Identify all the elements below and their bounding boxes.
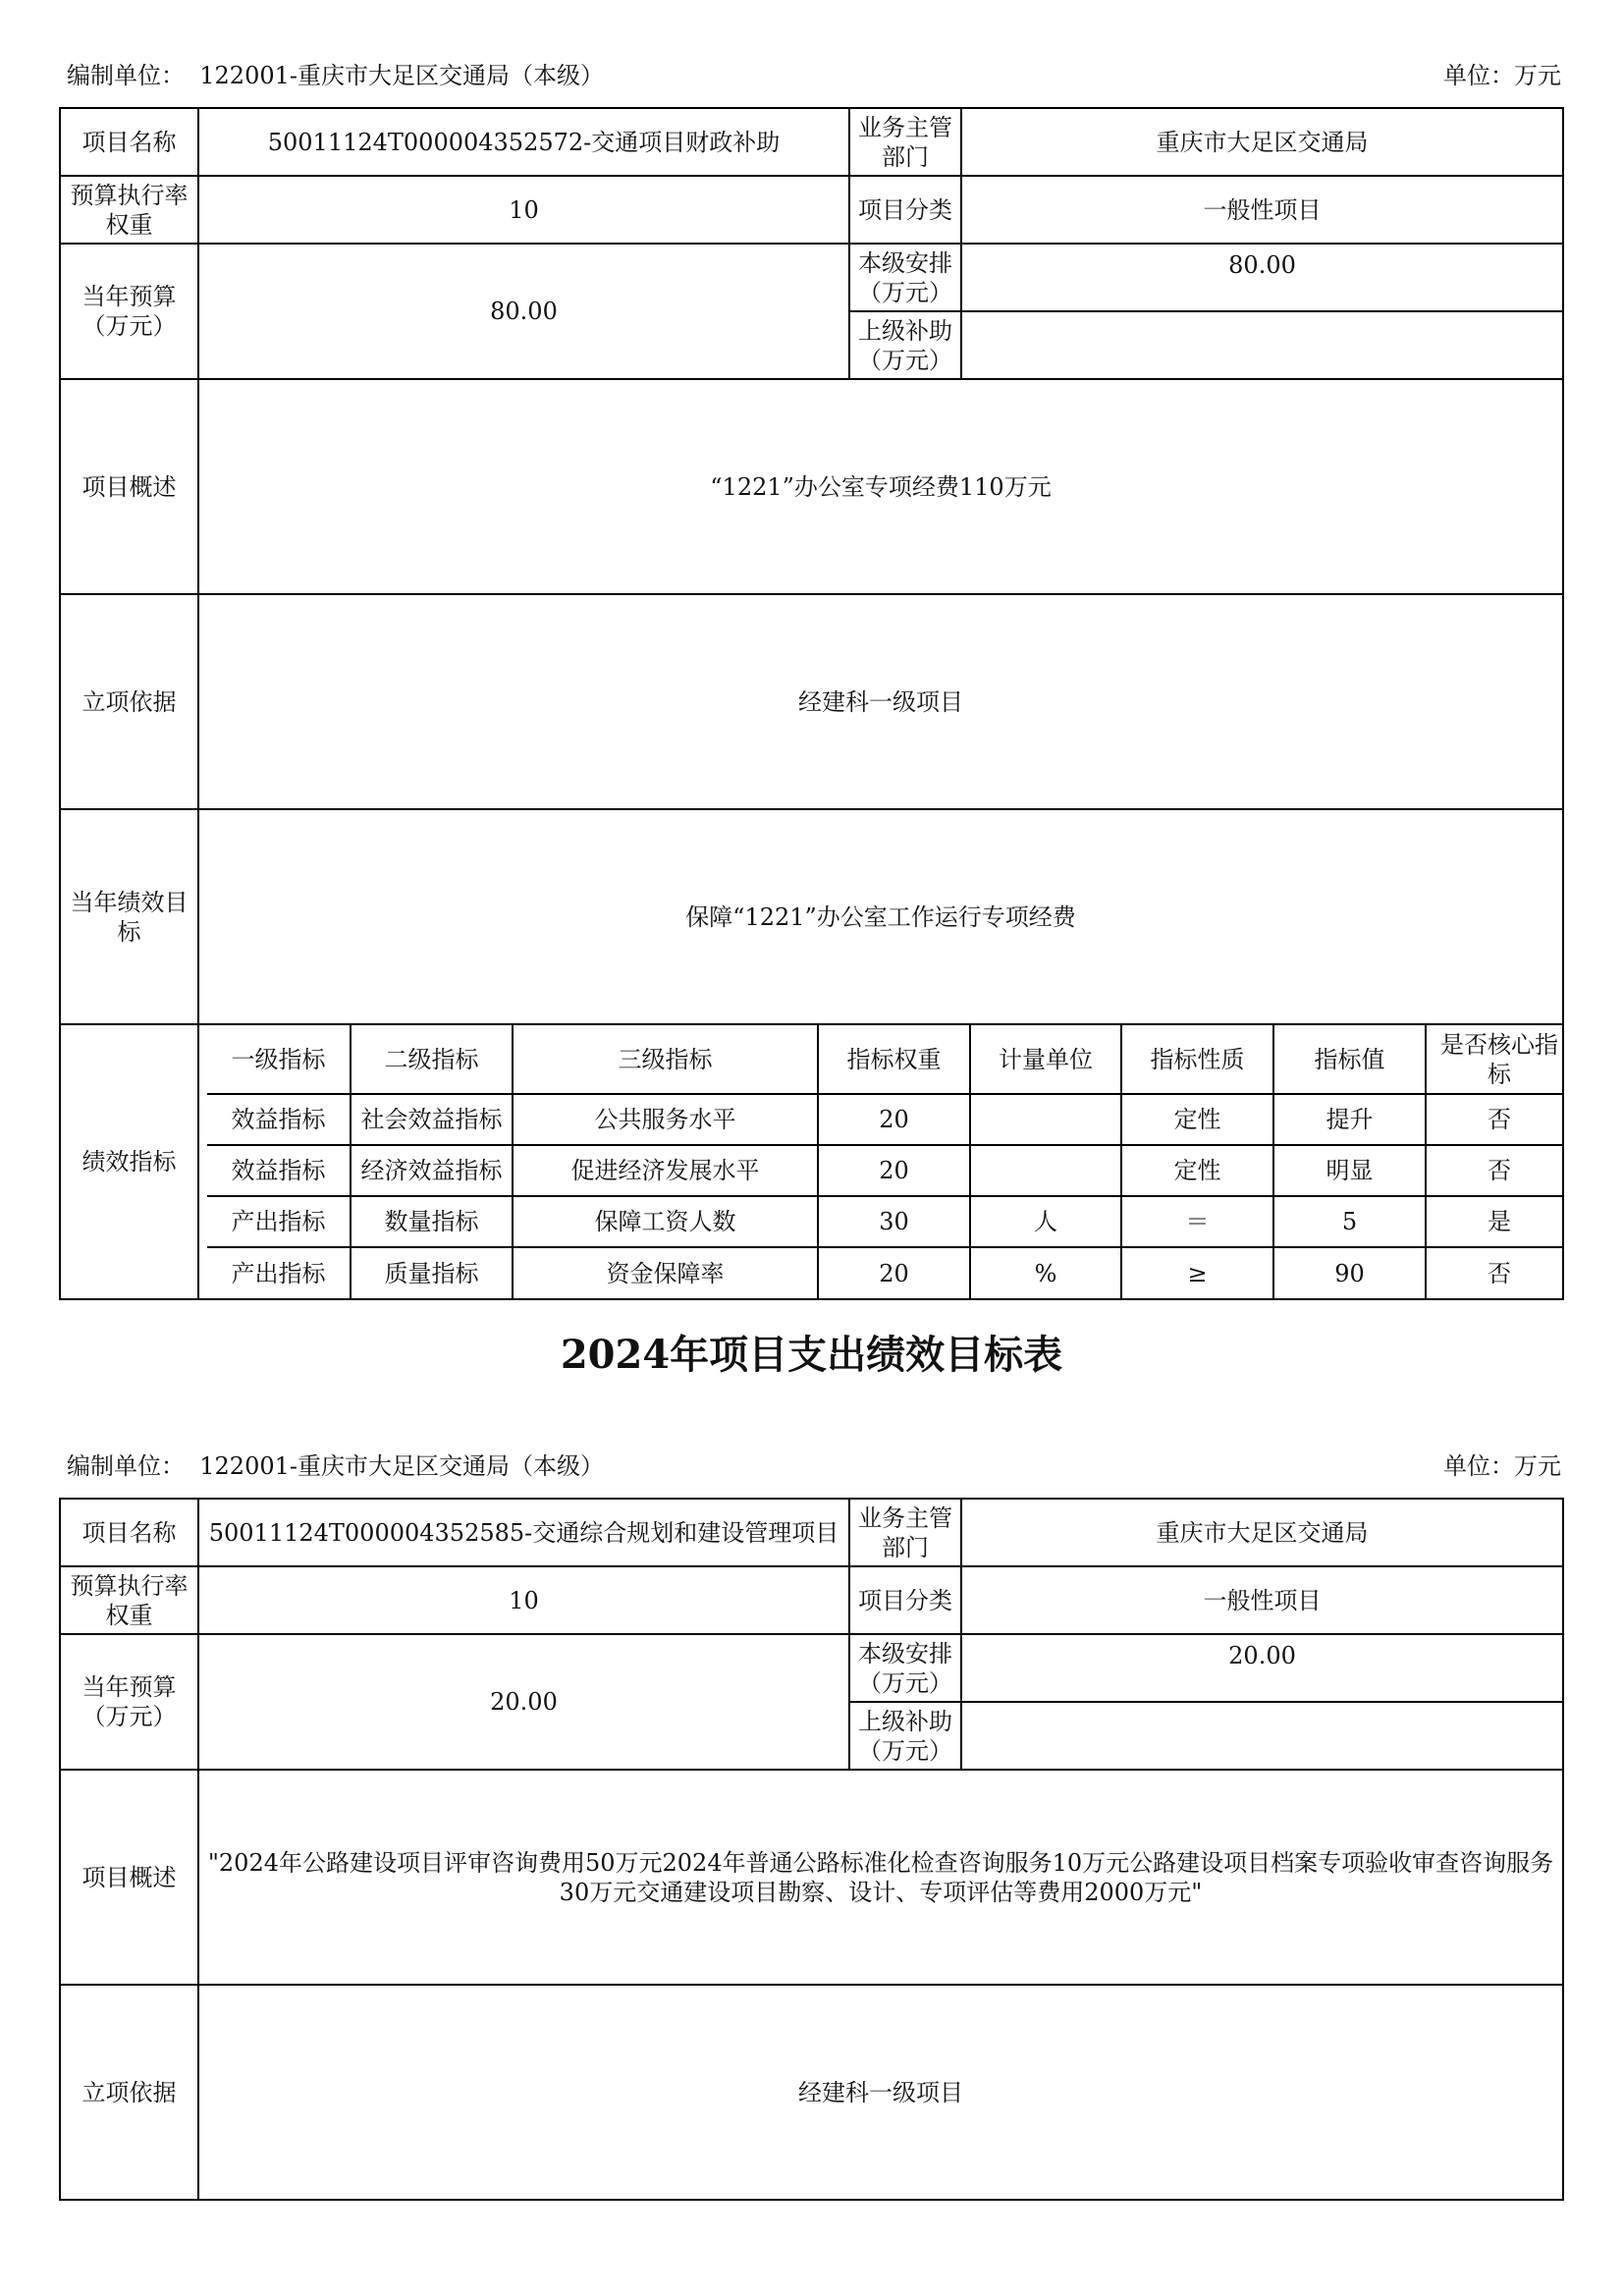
form2-org (67, 1447, 604, 1481)
org-value: 122001-重庆市大足区交通局（本级） (199, 61, 604, 89)
form1-table (59, 107, 1564, 1300)
cell-nature: 定性 (1121, 1145, 1273, 1196)
cell-core: 否 (1426, 1094, 1563, 1145)
cell-weight: 30 (818, 1196, 970, 1247)
upper-label: 上级补助（万元） (849, 1702, 961, 1770)
cell-level1: 效益指标 (207, 1094, 351, 1145)
local-label: 本级安排（万元） (849, 1634, 961, 1702)
page-title: 2024年项目支出绩效目标表 (560, 1332, 1063, 1378)
cell-level1: 产出指标 (207, 1247, 351, 1298)
cell-core: 否 (1488, 1259, 1511, 1287)
cell-level3: 资金保障率 (513, 1247, 818, 1298)
project-name-value: 50011124T000004352585-交通综合规划和建设管理项目 (198, 1499, 849, 1566)
header-level1: 一级指标 (207, 1025, 351, 1094)
cell-level1: 产出指标 (207, 1196, 351, 1247)
weight-label: 预算执行率权重 (60, 1566, 198, 1634)
cell-value: 明显 (1273, 1145, 1426, 1196)
form2-meta-row (67, 1444, 1561, 1483)
indicator-label: 绩效指标 (60, 1024, 198, 1299)
overview-label: 项目概述 (60, 379, 198, 594)
cell-weight: 20 (818, 1247, 970, 1298)
upper-label: 上级补助（万元） (849, 311, 961, 379)
header-weight: 指标权重 (818, 1025, 970, 1094)
cell-value: 90 (1273, 1247, 1426, 1298)
cell-core: 是 (1426, 1196, 1563, 1247)
org-label: 编制单位： (67, 1451, 185, 1480)
project-name-value: 50011124T000004352572-交通项目财政补助 (198, 108, 849, 176)
cell-unit: % (970, 1247, 1121, 1298)
local-label: 本级安排（万元） (849, 244, 961, 311)
goal-label: 当年绩效目标 (60, 809, 198, 1024)
header-value: 指标值 (1273, 1025, 1426, 1094)
cell-level2: 质量指标 (351, 1247, 513, 1298)
budget-value: 20.00 (198, 1634, 849, 1770)
category-label: 项目分类 (849, 1566, 961, 1634)
cell-weight: 20 (818, 1145, 970, 1196)
cell-level3: 促进经济发展水平 (513, 1145, 818, 1196)
overview-value: "2024年公路建设项目评审咨询费用50万元2024年普通公路标准化检查咨询服务10万元公路建设项目档案专项验收审查咨询服务30万元交通建设项目勘察、设计、专项评估等费用2000万元" (198, 1770, 1563, 1985)
indicator-header-row (207, 1025, 1563, 1094)
cell-unit: 人 (970, 1196, 1121, 1247)
dept-value: 重庆市大足区交通局 (961, 108, 1563, 176)
dept-value: 重庆市大足区交通局 (961, 1499, 1563, 1566)
form1-org (67, 56, 604, 90)
org-value: 122001-重庆市大足区交通局（本级） (199, 1451, 604, 1480)
table-row (207, 1094, 1563, 1145)
cell-nature: ＝ (1121, 1196, 1273, 1247)
table-row (207, 1145, 1563, 1196)
goal-value: 保障“1221”办公室工作运行专项经费 (198, 809, 1563, 1024)
cell-core: 否 (1426, 1145, 1563, 1196)
header-core: 是否核心指标 (1426, 1025, 1563, 1094)
category-label: 项目分类 (849, 176, 961, 244)
weight-value: 10 (198, 1566, 849, 1634)
cell-level1: 效益指标 (207, 1145, 351, 1196)
basis-value: 经建科一级项目 (198, 594, 1563, 809)
overview-value: “1221”办公室专项经费110万元 (198, 379, 1563, 594)
overview-label: 项目概述 (60, 1770, 198, 1985)
project-name-label: 项目名称 (60, 108, 198, 176)
local-value: 20.00 (961, 1634, 1563, 1702)
org-label: 编制单位： (67, 61, 185, 89)
basis-label: 立项依据 (60, 594, 198, 809)
cell-value: 5 (1273, 1196, 1426, 1247)
form1-unit: 单位：万元 (1443, 61, 1561, 89)
category-value: 一般性项目 (961, 1566, 1563, 1634)
form1-meta-row (67, 53, 1561, 92)
category-value: 一般性项目 (961, 176, 1563, 244)
table-row (207, 1196, 1563, 1247)
budget-value: 80.00 (198, 244, 849, 379)
header-nature: 指标性质 (1121, 1025, 1273, 1094)
cell-level2: 经济效益指标 (351, 1145, 513, 1196)
cell-level2: 数量指标 (351, 1196, 513, 1247)
dept-label: 业务主管部门 (849, 108, 961, 176)
form2-table (59, 1498, 1564, 2201)
indicator-table (207, 1025, 1563, 1298)
cell-unit (970, 1145, 1121, 1196)
header-level3: 三级指标 (513, 1025, 818, 1094)
cell-weight: 20 (818, 1094, 970, 1145)
cell-nature: ≥ (1121, 1247, 1273, 1298)
budget-label: 当年预算（万元） (60, 244, 198, 379)
header-level2: 二级指标 (351, 1025, 513, 1094)
cell-level3: 公共服务水平 (513, 1094, 818, 1145)
budget-label: 当年预算（万元） (60, 1634, 198, 1770)
cell-value: 提升 (1273, 1094, 1426, 1145)
upper-value (961, 311, 1563, 379)
cell-unit (970, 1094, 1121, 1145)
weight-value: 10 (198, 176, 849, 244)
basis-label: 立项依据 (60, 1985, 198, 2200)
indicator-table-cell (198, 1024, 1563, 1299)
dept-label: 业务主管部门 (849, 1499, 961, 1566)
form2-unit: 单位：万元 (1443, 1451, 1561, 1480)
cell-level2: 社会效益指标 (351, 1094, 513, 1145)
table-row (207, 1247, 1563, 1298)
project-name-label: 项目名称 (60, 1499, 198, 1566)
weight-label: 预算执行率权重 (60, 176, 198, 244)
cell-nature: 定性 (1121, 1094, 1273, 1145)
basis-value: 经建科一级项目 (198, 1985, 1563, 2200)
local-value: 80.00 (961, 244, 1563, 311)
header-unit: 计量单位 (970, 1025, 1121, 1094)
cell-level3: 保障工资人数 (513, 1196, 818, 1247)
upper-value (961, 1702, 1563, 1770)
